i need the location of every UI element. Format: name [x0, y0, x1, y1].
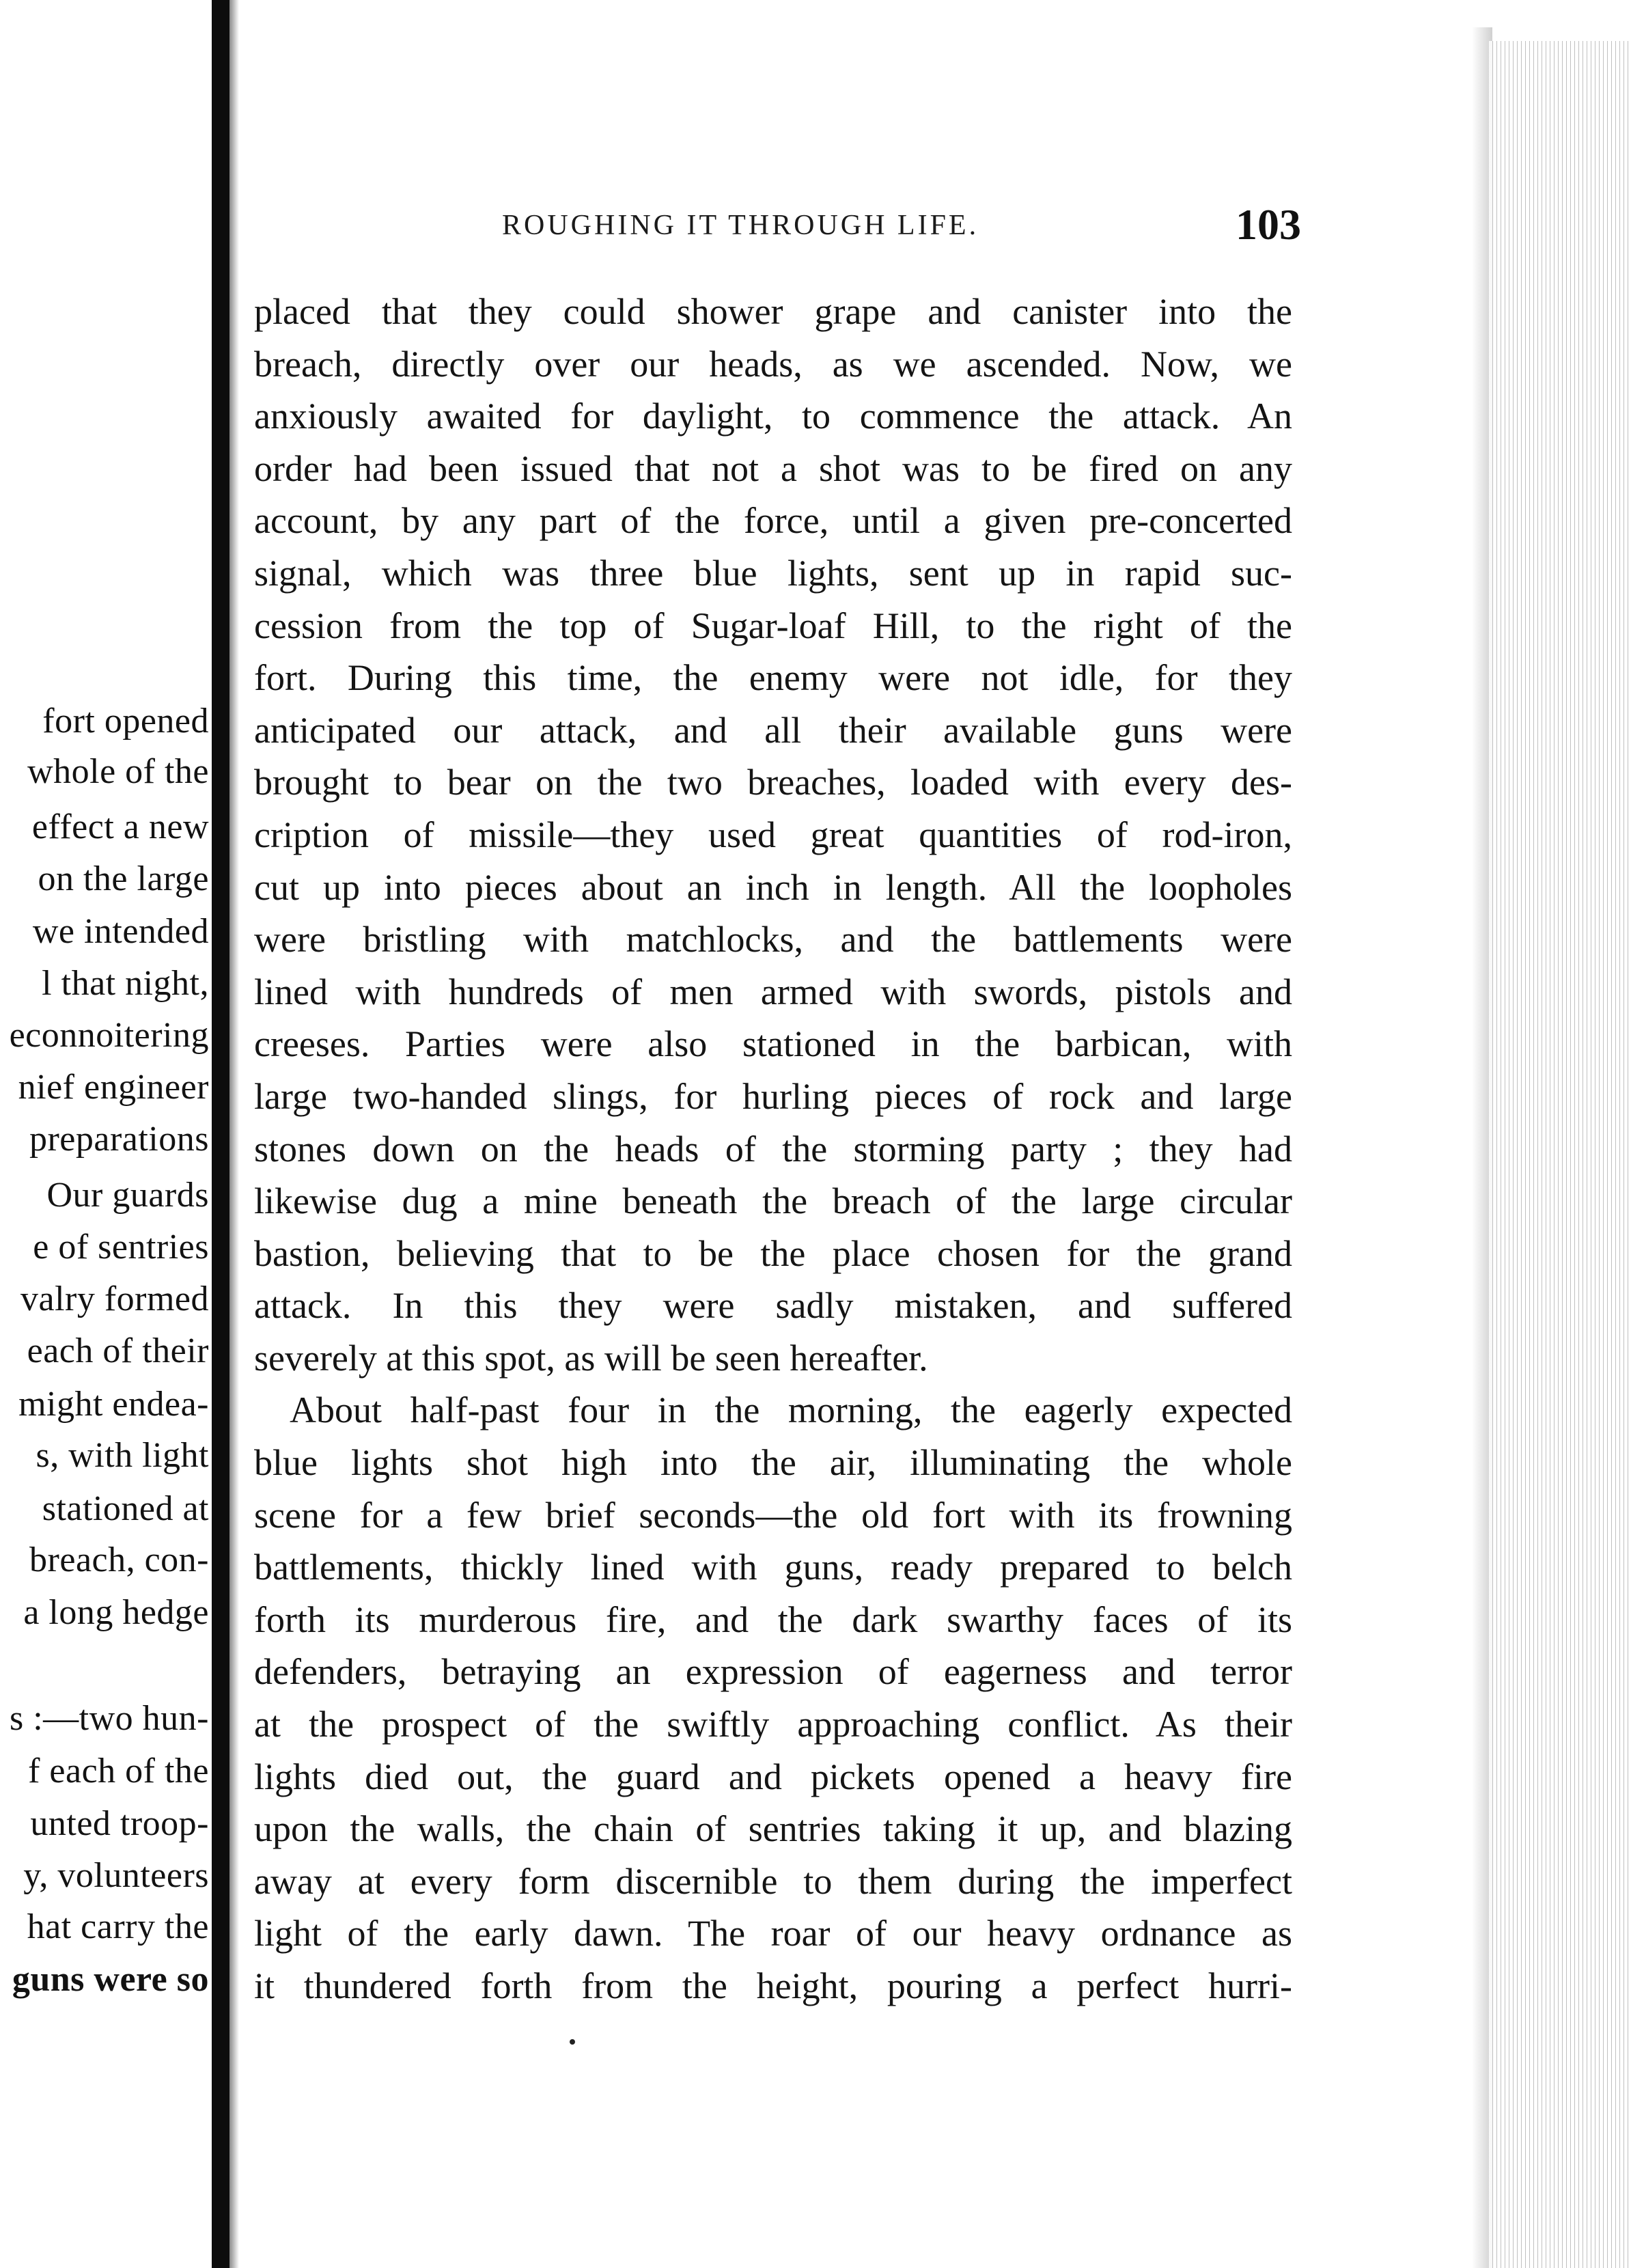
- body-line: forth its murderous fire, and the dark swarthy faces of its: [254, 1599, 1292, 1640]
- gutter-shadow: [229, 0, 239, 2268]
- left-facing-page: [0, 0, 212, 2268]
- left-page-line: whole of the: [27, 752, 209, 791]
- left-page-line: s, with light: [36, 1436, 209, 1475]
- body-line: signal, which was three blue lights, sent up in rapid suc-: [254, 552, 1292, 594]
- paragraph-first-line: About half-past four in the morning, the eagerly expected: [290, 1389, 1292, 1431]
- ink-speck: [570, 2039, 575, 2045]
- left-page-line: unted troop-: [30, 1804, 209, 1843]
- body-line: placed that they could shower grape and canister into the: [254, 291, 1292, 332]
- body-line: stones down on the heads of the storming party ; they had: [254, 1128, 1292, 1170]
- body-line: bastion, believing that to be the place chosen for the grand: [254, 1232, 1292, 1274]
- left-page-line: hat carry the: [27, 1907, 209, 1946]
- left-page-line: stationed at: [42, 1489, 209, 1528]
- body-text: [254, 286, 1292, 2013]
- body-line: scene for a few brief seconds—the old fort with its frowning: [254, 1494, 1292, 1536]
- body-line: at the prospect of the swiftly approaching conflict. As their: [254, 1704, 1292, 1745]
- running-title: ROUGHING IT THROUGH LIFE.: [502, 210, 979, 241]
- left-page-line: might endea-: [18, 1385, 209, 1424]
- left-page-line: preparations: [29, 1120, 209, 1159]
- left-page-line: each of their: [27, 1331, 209, 1370]
- body-line: light of the early dawn. The roar of our heavy ordnance as: [254, 1913, 1292, 1954]
- body-line: upon the walls, the chain of sentries taking it up, and blazing: [254, 1808, 1292, 1850]
- body-line: fort. During this time, the enemy were not idle, for they: [254, 657, 1292, 699]
- body-line: brought to bear on the two breaches, loaded with every des-: [254, 762, 1292, 803]
- left-page-line: effect a new: [31, 807, 209, 846]
- book-gutter: [212, 0, 229, 2268]
- left-page-line: f each of the: [28, 1752, 209, 1790]
- body-line: it thundered forth from the height, pouring a perfect hurri-: [254, 1965, 1292, 2006]
- body-line: account, by any part of the force, until a given pre-concerted: [254, 500, 1292, 542]
- body-line: battlements, thickly lined with guns, ready prepared to belch: [254, 1547, 1292, 1588]
- body-line: blue lights shot high into the air, illuminating the whole: [254, 1442, 1292, 1484]
- body-line: breach, directly over our heads, as we ascended. Now, we: [254, 343, 1292, 385]
- left-page-line: fort opened: [42, 702, 209, 741]
- body-line: large two-handed slings, for hurling pieces of rock and large: [254, 1075, 1292, 1117]
- left-page-line: Our guards: [46, 1176, 209, 1215]
- running-head: [260, 199, 1301, 254]
- body-line: were bristling with matchlocks, and the battlements were: [254, 919, 1292, 960]
- left-page-line: a long hedge: [23, 1593, 209, 1632]
- body-line: anticipated our attack, and all their available guns were: [254, 709, 1292, 751]
- body-line: order had been issued that not a shot was to be fired on any: [254, 447, 1292, 489]
- left-page-line: guns were so: [12, 1960, 209, 1999]
- book-page-edges: [1489, 41, 1631, 2268]
- left-page-line: we intended: [32, 912, 209, 951]
- left-page-line: valry formed: [20, 1280, 209, 1318]
- left-page-line: s :—two hun-: [10, 1699, 209, 1738]
- body-line: anxiously awaited for daylight, to commence the attack. An: [254, 396, 1292, 437]
- body-line: defenders, betraying an expression of eagerness and terror: [254, 1651, 1292, 1693]
- page-number: 103: [1236, 200, 1301, 249]
- body-line: lined with hundreds of men armed with swords, pistols and: [254, 971, 1292, 1012]
- left-page-line: e of sentries: [33, 1228, 209, 1267]
- left-page-line: breach, con-: [29, 1540, 209, 1579]
- body-line: away at every form discernible to them during the imperfect: [254, 1860, 1292, 1902]
- left-page-line: l that night,: [42, 964, 209, 1003]
- left-page-line: y, volunteers: [23, 1856, 209, 1895]
- body-line: severely at this spot, as will be seen hereafter.: [254, 1337, 928, 1379]
- left-page-line: nief engineer: [18, 1068, 209, 1107]
- left-page-line: econnoitering: [9, 1016, 209, 1055]
- body-line: cession from the top of Sugar-loaf Hill, to the right of the: [254, 605, 1292, 646]
- body-line: lights died out, the guard and pickets opened a heavy fire: [254, 1756, 1292, 1797]
- left-page-line: on the large: [38, 859, 209, 898]
- body-line: likewise dug a mine beneath the breach of the large circular: [254, 1180, 1292, 1222]
- body-line: attack. In this they were sadly mistaken, and suffered: [254, 1285, 1292, 1327]
- body-line: cription of missile—they used great quantities of rod-iron,: [254, 814, 1292, 855]
- body-line: creeses. Parties were also stationed in the barbican, with: [254, 1023, 1292, 1065]
- body-line: cut up into pieces about an inch in length. All the loopholes: [254, 866, 1292, 908]
